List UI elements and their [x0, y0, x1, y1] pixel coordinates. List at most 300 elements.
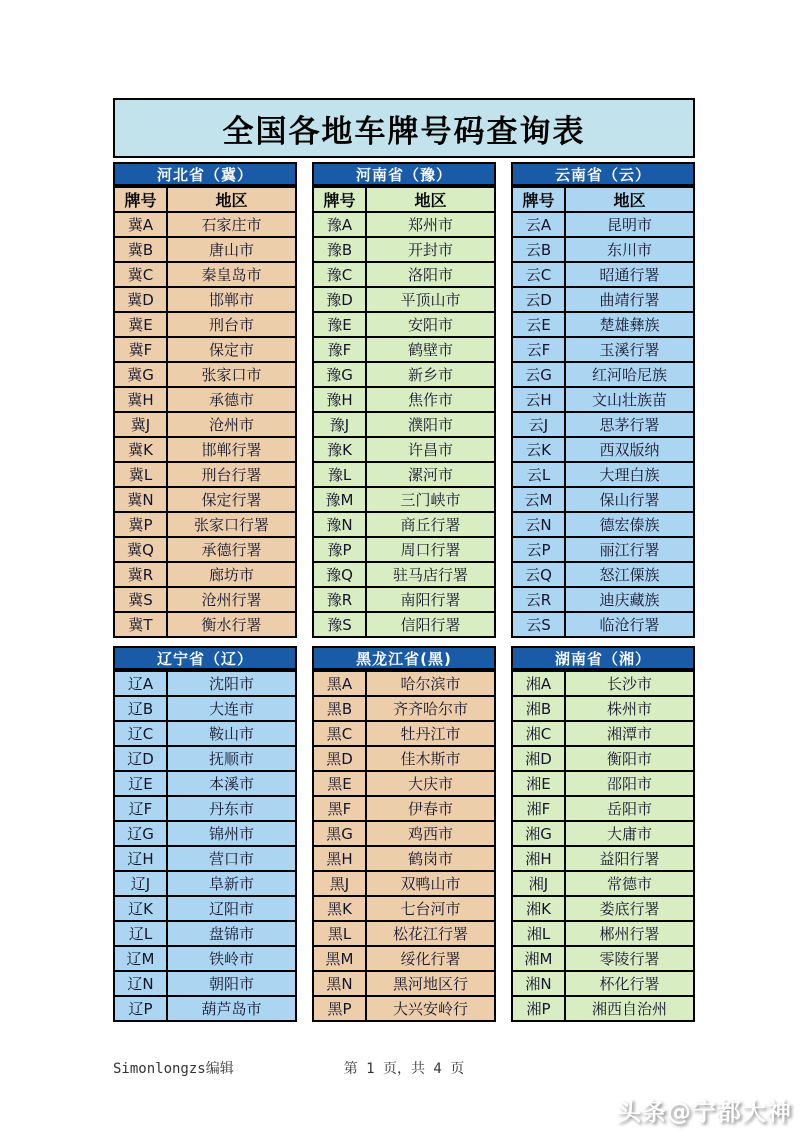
region-cell: 洛阳市: [366, 262, 495, 287]
table-row: [313, 287, 495, 312]
page-title: 全国各地车牌号码查询表: [113, 98, 695, 158]
plate-cell: 冀D: [114, 287, 167, 312]
plate-cell: 冀B: [114, 237, 167, 262]
plate-cell: 豫G: [313, 362, 366, 387]
plate-cell: 湘P: [512, 996, 565, 1021]
table-row: [512, 871, 694, 896]
region-cell: 西双版纳: [565, 437, 694, 462]
region-cell: 秦皇岛市: [167, 262, 296, 287]
plate-cell: 冀A: [114, 212, 167, 237]
province-header-hunan: 湖南省（湘）: [511, 646, 695, 670]
plate-cell: 云C: [512, 262, 565, 287]
plate-cell: 湘E: [512, 771, 565, 796]
plate-cell: 冀T: [114, 612, 167, 637]
plate-cell: 冀L: [114, 462, 167, 487]
plate-cell: 云D: [512, 287, 565, 312]
plate-cell: 云Q: [512, 562, 565, 587]
region-cell: 保定市: [167, 337, 296, 362]
region-cell: 曲靖行署: [565, 287, 694, 312]
plate-cell: 豫L: [313, 462, 366, 487]
plate-cell: 云H: [512, 387, 565, 412]
plate-cell: 云J: [512, 412, 565, 437]
table-row: [512, 996, 694, 1021]
region-column-header: 地区: [167, 187, 296, 212]
region-cell: 锦州市: [167, 821, 296, 846]
province-section-henan: [312, 162, 496, 638]
region-cell: 伊春市: [366, 796, 495, 821]
plate-cell: 黑A: [313, 671, 366, 696]
region-cell: 岳阳市: [565, 796, 694, 821]
region-cell: 昭通行署: [565, 262, 694, 287]
plate-cell: 黑P: [313, 996, 366, 1021]
table-row: [512, 946, 694, 971]
table-row: [313, 262, 495, 287]
plate-cell: 冀R: [114, 562, 167, 587]
plate-cell: 云S: [512, 612, 565, 637]
plate-cell: 黑L: [313, 921, 366, 946]
region-cell: 鹤壁市: [366, 337, 495, 362]
plate-cell: 黑H: [313, 846, 366, 871]
plate-cell: 豫R: [313, 587, 366, 612]
plate-cell: 冀F: [114, 337, 167, 362]
region-cell: 临沧行署: [565, 612, 694, 637]
table-row: [313, 562, 495, 587]
region-cell: 鞍山市: [167, 721, 296, 746]
plate-cell: 黑G: [313, 821, 366, 846]
table-row: [114, 237, 296, 262]
plate-cell: 黑E: [313, 771, 366, 796]
region-cell: 阜新市: [167, 871, 296, 896]
plate-table-hebei: [113, 186, 297, 638]
table-row: [114, 612, 296, 637]
plate-table-henan: [312, 186, 496, 638]
region-cell: 东川市: [565, 237, 694, 262]
region-cell: 商丘行署: [366, 512, 495, 537]
plate-cell: 湘J: [512, 871, 565, 896]
table-row: [512, 587, 694, 612]
table-row: [313, 746, 495, 771]
region-cell: 朝阳市: [167, 971, 296, 996]
plate-cell: 云E: [512, 312, 565, 337]
region-cell: 绥化行署: [366, 946, 495, 971]
plate-cell: 辽A: [114, 671, 167, 696]
plate-cell: 冀G: [114, 362, 167, 387]
region-cell: 本溪市: [167, 771, 296, 796]
plate-cell: 豫J: [313, 412, 366, 437]
plate-cell: 豫H: [313, 387, 366, 412]
plate-cell: 云B: [512, 237, 565, 262]
region-cell: 七台河市: [366, 896, 495, 921]
plate-cell: 湘D: [512, 746, 565, 771]
table-row: [114, 537, 296, 562]
region-cell: 丹东市: [167, 796, 296, 821]
region-cell: 松花江行署: [366, 921, 495, 946]
table-row: [114, 896, 296, 921]
province-header-liaoning: 辽宁省（辽）: [113, 646, 297, 670]
region-cell: 郑州市: [366, 212, 495, 237]
table-row: [512, 237, 694, 262]
plate-cell: 湘N: [512, 971, 565, 996]
region-cell: 双鸭山市: [366, 871, 495, 896]
table-row: [313, 696, 495, 721]
region-cell: 南阳行署: [366, 587, 495, 612]
table-row: [512, 721, 694, 746]
table-row: [114, 487, 296, 512]
table-row: [512, 921, 694, 946]
plate-table-hunan: [511, 670, 695, 1022]
table-row: [114, 362, 296, 387]
page-number: 第 1 页，共 4 页: [343, 1061, 465, 1077]
province-header-henan: 河南省（豫）: [312, 162, 496, 186]
plate-cell: 黑N: [313, 971, 366, 996]
plate-cell: 黑J: [313, 871, 366, 896]
plate-column-header: 牌号: [512, 187, 565, 212]
table-row: [114, 587, 296, 612]
table-row: [512, 771, 694, 796]
region-cell: 沧州市: [167, 412, 296, 437]
table-row: [114, 437, 296, 462]
plate-cell: 黑D: [313, 746, 366, 771]
province-header-hebei: 河北省（冀）: [113, 162, 297, 186]
table-row: [313, 971, 495, 996]
region-cell: 大庆市: [366, 771, 495, 796]
plate-cell: 云R: [512, 587, 565, 612]
plate-cell: 湘C: [512, 721, 565, 746]
region-cell: 怒江傈族: [565, 562, 694, 587]
plate-cell: 云F: [512, 337, 565, 362]
table-row: [512, 362, 694, 387]
table-row: [512, 512, 694, 537]
plate-cell: 辽C: [114, 721, 167, 746]
plate-cell: 辽N: [114, 971, 167, 996]
region-cell: 株州市: [565, 696, 694, 721]
column-header-row: [512, 187, 694, 212]
table-row: [313, 796, 495, 821]
table-row: [512, 337, 694, 362]
region-cell: 铁岭市: [167, 946, 296, 971]
table-row: [313, 771, 495, 796]
region-cell: 驻马店行署: [366, 562, 495, 587]
page-footer: [113, 1058, 695, 1078]
region-cell: 许昌市: [366, 437, 495, 462]
plate-cell: 湘G: [512, 821, 565, 846]
plate-cell: 豫S: [313, 612, 366, 637]
table-row: [512, 696, 694, 721]
table-row: [512, 262, 694, 287]
region-cell: 楚雄彝族: [565, 312, 694, 337]
table-row: [114, 671, 296, 696]
region-cell: 营口市: [167, 846, 296, 871]
region-cell: 安阳市: [366, 312, 495, 337]
table-row: [512, 846, 694, 871]
plate-cell: 豫A: [313, 212, 366, 237]
region-column-header: 地区: [366, 187, 495, 212]
plate-cell: 冀N: [114, 487, 167, 512]
table-row: [114, 696, 296, 721]
region-cell: 文山壮族苗: [565, 387, 694, 412]
plate-cell: 云N: [512, 512, 565, 537]
region-cell: 保定行署: [167, 487, 296, 512]
region-cell: 湘潭市: [565, 721, 694, 746]
region-cell: 鸡西市: [366, 821, 495, 846]
region-cell: 大理白族: [565, 462, 694, 487]
plate-cell: 冀K: [114, 437, 167, 462]
plate-cell: 辽P: [114, 996, 167, 1021]
region-cell: 信阳行署: [366, 612, 495, 637]
province-header-yunnan: 云南省（云）: [511, 162, 695, 186]
region-cell: 思茅行署: [565, 412, 694, 437]
region-column-header: 地区: [565, 187, 694, 212]
table-row: [313, 612, 495, 637]
region-cell: 新乡市: [366, 362, 495, 387]
table-row: [512, 387, 694, 412]
table-row: [114, 771, 296, 796]
region-cell: 黑河地区行: [366, 971, 495, 996]
region-cell: 刑台行署: [167, 462, 296, 487]
province-section-hebei: [113, 162, 297, 638]
region-cell: 牡丹江市: [366, 721, 495, 746]
plate-cell: 辽L: [114, 921, 167, 946]
table-row: [313, 921, 495, 946]
table-row: [313, 437, 495, 462]
table-row: [313, 537, 495, 562]
region-cell: 保山行署: [565, 487, 694, 512]
table-row: [114, 312, 296, 337]
table-row: [313, 946, 495, 971]
column-header-row: [114, 187, 296, 212]
table-row: [114, 821, 296, 846]
table-row: [114, 996, 296, 1021]
table-row: [512, 462, 694, 487]
table-row: [512, 671, 694, 696]
region-cell: 玉溪行署: [565, 337, 694, 362]
plate-cell: 冀E: [114, 312, 167, 337]
region-cell: 邯郸市: [167, 287, 296, 312]
plate-cell: 黑C: [313, 721, 366, 746]
plate-cell: 湘K: [512, 896, 565, 921]
plate-cell: 辽F: [114, 796, 167, 821]
plate-cell: 黑B: [313, 696, 366, 721]
editor-credit: Simonlongzs编辑: [113, 1061, 234, 1077]
region-cell: 哈尔滨市: [366, 671, 495, 696]
table-row: [313, 512, 495, 537]
table-row: [114, 971, 296, 996]
plate-cell: 云G: [512, 362, 565, 387]
region-cell: 昆明市: [565, 212, 694, 237]
plate-cell: 豫F: [313, 337, 366, 362]
plate-cell: 云L: [512, 462, 565, 487]
table-row: [313, 671, 495, 696]
table-row: [512, 487, 694, 512]
plate-cell: 湘H: [512, 846, 565, 871]
region-cell: 衡阳市: [565, 746, 694, 771]
region-cell: 葫芦岛市: [167, 996, 296, 1021]
table-row: [114, 921, 296, 946]
table-row: [313, 387, 495, 412]
table-row: [313, 896, 495, 921]
plate-cell: 冀Q: [114, 537, 167, 562]
table-row: [114, 721, 296, 746]
plate-cell: 豫Q: [313, 562, 366, 587]
region-cell: 抚顺市: [167, 746, 296, 771]
plate-cell: 辽H: [114, 846, 167, 871]
region-cell: 开封市: [366, 237, 495, 262]
plate-cell: 辽D: [114, 746, 167, 771]
table-row: [313, 212, 495, 237]
table-row: [512, 612, 694, 637]
region-cell: 唐山市: [167, 237, 296, 262]
content-area: [113, 98, 695, 1022]
plate-column-header: 牌号: [313, 187, 366, 212]
region-cell: 大连市: [167, 696, 296, 721]
plate-cell: 辽M: [114, 946, 167, 971]
plate-cell: 豫E: [313, 312, 366, 337]
region-cell: 红河哈尼族: [565, 362, 694, 387]
plate-cell: 辽B: [114, 696, 167, 721]
region-cell: 邵阳市: [565, 771, 694, 796]
region-cell: 沈阳市: [167, 671, 296, 696]
table-row: [114, 287, 296, 312]
table-row: [313, 412, 495, 437]
table-row: [114, 746, 296, 771]
table-row: [313, 821, 495, 846]
table-row: [512, 437, 694, 462]
table-row: [313, 846, 495, 871]
region-cell: 平顶山市: [366, 287, 495, 312]
plate-cell: 豫N: [313, 512, 366, 537]
region-cell: 衡水行署: [167, 612, 296, 637]
table-row: [313, 237, 495, 262]
region-cell: 郴州行署: [565, 921, 694, 946]
column-header-row: [313, 187, 495, 212]
table-row: [114, 846, 296, 871]
table-row: [313, 487, 495, 512]
plate-column-header: 牌号: [114, 187, 167, 212]
plate-table-liaoning: [113, 670, 297, 1022]
region-cell: 常德市: [565, 871, 694, 896]
table-row: [512, 312, 694, 337]
region-cell: 齐齐哈尔市: [366, 696, 495, 721]
region-cell: 石家庄市: [167, 212, 296, 237]
table-row: [512, 212, 694, 237]
region-cell: 大兴安岭行: [366, 996, 495, 1021]
region-cell: 湘西自治州: [565, 996, 694, 1021]
region-cell: 鹤岗市: [366, 846, 495, 871]
plate-cell: 黑F: [313, 796, 366, 821]
region-cell: 盘锦市: [167, 921, 296, 946]
region-cell: 焦作市: [366, 387, 495, 412]
plate-cell: 豫K: [313, 437, 366, 462]
table-row: [512, 821, 694, 846]
table-row: [313, 312, 495, 337]
region-cell: 邯郸行署: [167, 437, 296, 462]
table-row: [313, 871, 495, 896]
tables-grid-bottom: [113, 646, 695, 1022]
region-cell: 佳木斯市: [366, 746, 495, 771]
table-row: [114, 871, 296, 896]
region-cell: 廊坊市: [167, 562, 296, 587]
tables-grid-top: [113, 162, 695, 638]
plate-cell: 豫B: [313, 237, 366, 262]
plate-cell: 豫M: [313, 487, 366, 512]
province-section-hunan: [511, 646, 695, 1022]
table-row: [114, 512, 296, 537]
table-row: [512, 971, 694, 996]
table-row: [512, 562, 694, 587]
table-row: [313, 337, 495, 362]
plate-cell: 豫P: [313, 537, 366, 562]
plate-table-yunnan: [511, 186, 695, 638]
plate-cell: 豫C: [313, 262, 366, 287]
table-row: [114, 562, 296, 587]
table-row: [512, 796, 694, 821]
table-row: [512, 537, 694, 562]
plate-cell: 云K: [512, 437, 565, 462]
table-row: [114, 462, 296, 487]
plate-cell: 辽K: [114, 896, 167, 921]
region-cell: 濮阳市: [366, 412, 495, 437]
plate-cell: 云M: [512, 487, 565, 512]
province-section-yunnan: [511, 162, 695, 638]
table-row: [313, 721, 495, 746]
table-row: [114, 412, 296, 437]
plate-cell: 湘A: [512, 671, 565, 696]
plate-cell: 黑M: [313, 946, 366, 971]
province-section-liaoning: [113, 646, 297, 1022]
plate-table-heilongjiang: [312, 670, 496, 1022]
plate-cell: 冀S: [114, 587, 167, 612]
table-row: [313, 462, 495, 487]
region-cell: 娄底行署: [565, 896, 694, 921]
table-row: [114, 796, 296, 821]
province-section-heilongjiang: [312, 646, 496, 1022]
watermark: 头条@宁都大神: [617, 1098, 792, 1126]
plate-cell: 辽E: [114, 771, 167, 796]
region-cell: 沧州行署: [167, 587, 296, 612]
region-cell: 杯化行署: [565, 971, 694, 996]
plate-cell: 冀H: [114, 387, 167, 412]
plate-cell: 云P: [512, 537, 565, 562]
table-row: [114, 212, 296, 237]
table-row: [512, 896, 694, 921]
table-row: [313, 362, 495, 387]
table-row: [114, 337, 296, 362]
province-header-heilongjiang: 黑龙江省(黑): [312, 646, 496, 670]
plate-cell: 冀J: [114, 412, 167, 437]
plate-cell: 辽G: [114, 821, 167, 846]
region-cell: 大庸市: [565, 821, 694, 846]
region-cell: 益阳行署: [565, 846, 694, 871]
region-cell: 辽阳市: [167, 896, 296, 921]
plate-cell: 湘F: [512, 796, 565, 821]
region-cell: 迪庆藏族: [565, 587, 694, 612]
table-row: [512, 746, 694, 771]
table-row: [114, 387, 296, 412]
region-cell: 漯河市: [366, 462, 495, 487]
plate-cell: 辽J: [114, 871, 167, 896]
plate-cell: 冀P: [114, 512, 167, 537]
plate-cell: 冀C: [114, 262, 167, 287]
plate-cell: 湘M: [512, 946, 565, 971]
table-row: [313, 996, 495, 1021]
region-cell: 周口行署: [366, 537, 495, 562]
region-cell: 承德行署: [167, 537, 296, 562]
table-row: [313, 587, 495, 612]
region-cell: 张家口行署: [167, 512, 296, 537]
plate-cell: 云A: [512, 212, 565, 237]
region-cell: 德宏傣族: [565, 512, 694, 537]
region-cell: 长沙市: [565, 671, 694, 696]
